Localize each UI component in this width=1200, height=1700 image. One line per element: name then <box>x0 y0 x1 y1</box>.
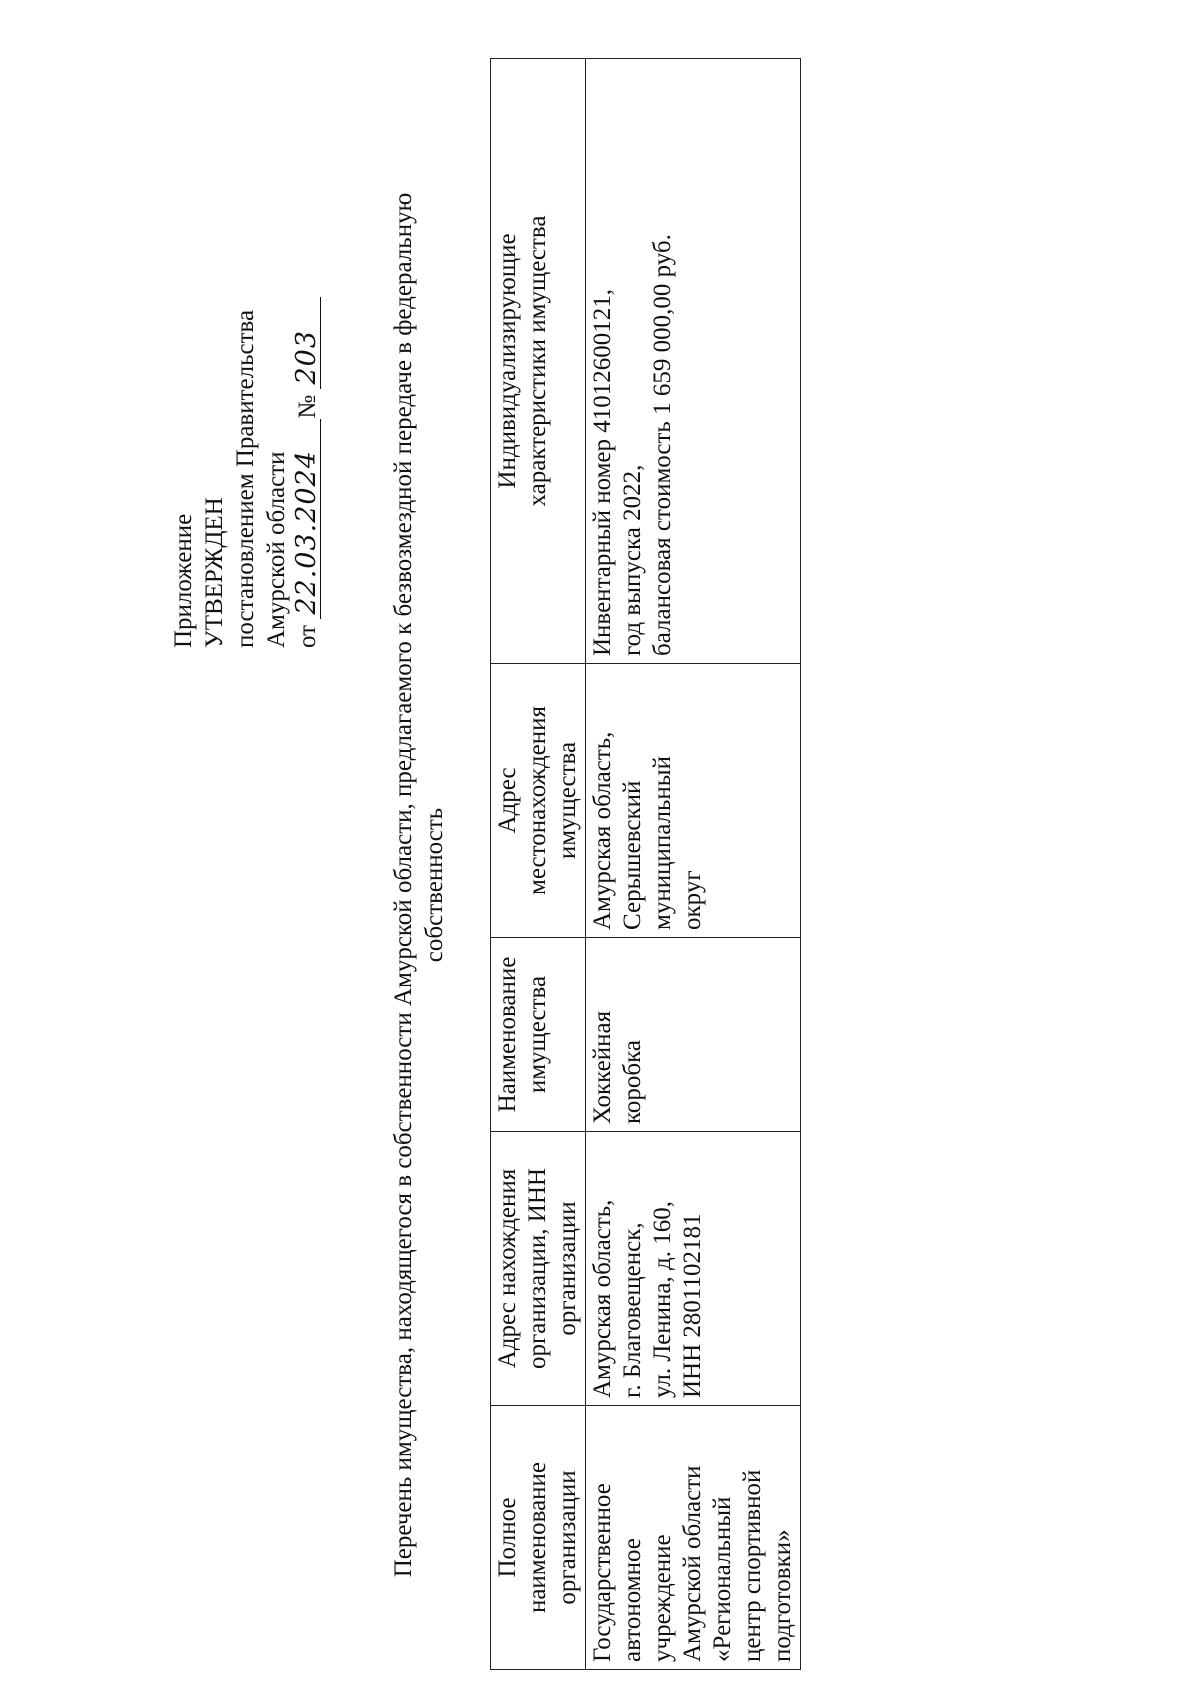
table-cell: Государственное автономное учреждение Амурской области «Региональный центр спортивной подготовки» <box>586 1406 801 1670</box>
approval-stamp-block <box>168 208 323 648</box>
property-table <box>490 58 801 1670</box>
date-number-line <box>292 208 323 648</box>
handwritten-number: 203 <box>294 297 321 389</box>
from-label: от <box>294 624 321 648</box>
table-header-row <box>491 59 586 1670</box>
column-header: Индивидуализирующие характеристики имущества <box>491 59 586 664</box>
column-header: Полное наименование организации <box>491 1406 586 1670</box>
column-header: Адрес нахождения организации, ИНН организации <box>491 1132 586 1406</box>
table-cell: Амурская область, Серышевский муниципальный округ <box>586 664 801 938</box>
approved-by-label: постановлением Правительства <box>232 309 259 648</box>
column-header: Адрес местонахождения имущества <box>491 664 586 938</box>
number-label: № <box>294 394 321 419</box>
approved-label: УТВЕРЖДЕН <box>201 497 228 648</box>
table-row <box>586 59 801 1670</box>
appendix-label: Приложение <box>170 513 197 648</box>
table-cell: Амурская область, г. Благовещенск, ул. Ленина, д. 160, ИНН 2801102181 <box>586 1132 801 1406</box>
region-label: Амурской области <box>263 451 290 648</box>
table-cell: Хоккейная коробка <box>586 938 801 1132</box>
column-header: Наименование имущества <box>491 938 586 1132</box>
handwritten-date: 22.03.2024 <box>294 419 321 619</box>
table-cell: Инвентарный номер 41012600121, год выпуска 2022, балансовая стоимость 1 659 000,00 руб. <box>586 59 801 664</box>
document-title: Перечень имущества, находящегося в собственности Амурской области, предлагаемого к безвозмездной передаче в федеральную собственность <box>390 192 448 1578</box>
